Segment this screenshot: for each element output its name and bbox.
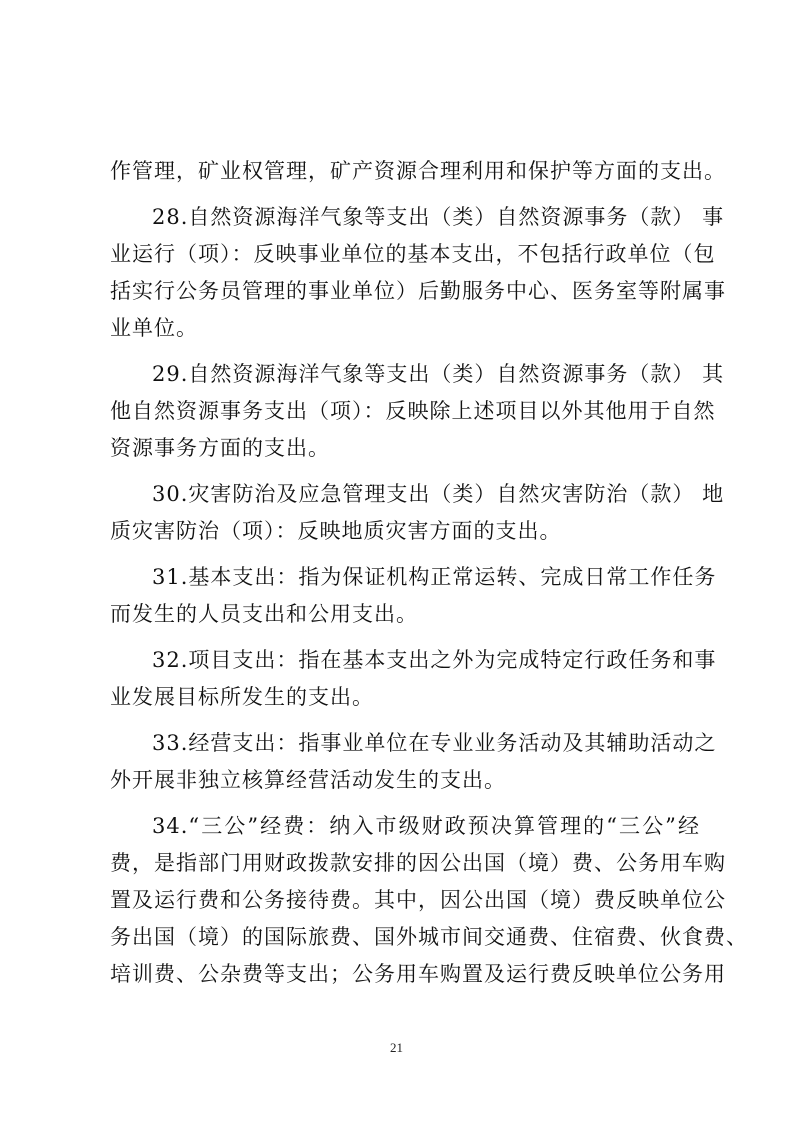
text-line-16: 外开展非独立核算经营活动发生的支出。 bbox=[110, 768, 506, 792]
text-line-20: 务出国（境）的国际旅费、国外城市间交通费、住宿费、伙食费、 bbox=[110, 925, 748, 949]
text-line-7: 他自然资源事务支出（项）：反映除上述项目以外其他用于自然 bbox=[110, 399, 716, 423]
text-line-9: 30.灾害防治及应急管理支出（类）自然灾害防治（款） 地 bbox=[152, 482, 725, 506]
text-line-5: 业单位。 bbox=[110, 316, 198, 340]
text-line-14: 业发展目标所发生的支出。 bbox=[110, 685, 374, 709]
text-line-13: 32.项目支出：指在基本支出之外为完成特定行政任务和事 bbox=[152, 648, 717, 672]
text-line-3: 业运行（项）：反映事业单位的基本支出，不包括行政单位（包 bbox=[110, 242, 716, 266]
text-line-2: 28.自然资源海洋气象等支出（类）自然资源事务（款） 事 bbox=[152, 205, 725, 229]
text-line-17: 34.“三公”经费：纳入市级财政预决算管理的“三公”经 bbox=[152, 814, 700, 838]
text-line-19: 置及运行费和公务接待费。其中，因公出国（境）费反映单位公 bbox=[110, 888, 726, 912]
text-line-15: 33.经营支出：指事业单位在专业业务活动及其辅助活动之 bbox=[152, 731, 717, 755]
text-line-8: 资源事务方面的支出。 bbox=[110, 436, 330, 460]
text-line-10: 质灾害防治（项）：反映地质灾害方面的支出。 bbox=[110, 519, 562, 543]
text-line-1: 作管理，矿业权管理，矿产资源合理利用和保护等方面的支出。 bbox=[110, 159, 726, 183]
text-line-6: 29.自然资源海洋气象等支出（类）自然资源事务（款） 其 bbox=[152, 362, 725, 386]
text-line-18: 费，是指部门用财政拨款安排的因公出国（境）费、公务用车购 bbox=[110, 851, 726, 875]
text-line-12: 而发生的人员支出和公用支出。 bbox=[110, 602, 418, 626]
text-line-21: 培训费、公杂费等支出；公务用车购置及运行费反映单位公务用 bbox=[110, 962, 726, 986]
text-line-4: 括实行公务员管理的事业单位）后勤服务中心、医务室等附属事 bbox=[110, 279, 726, 303]
text-line-11: 31.基本支出：指为保证机构正常运转、完成日常工作任务 bbox=[152, 565, 717, 589]
page-number: 21 bbox=[390, 1040, 403, 1055]
